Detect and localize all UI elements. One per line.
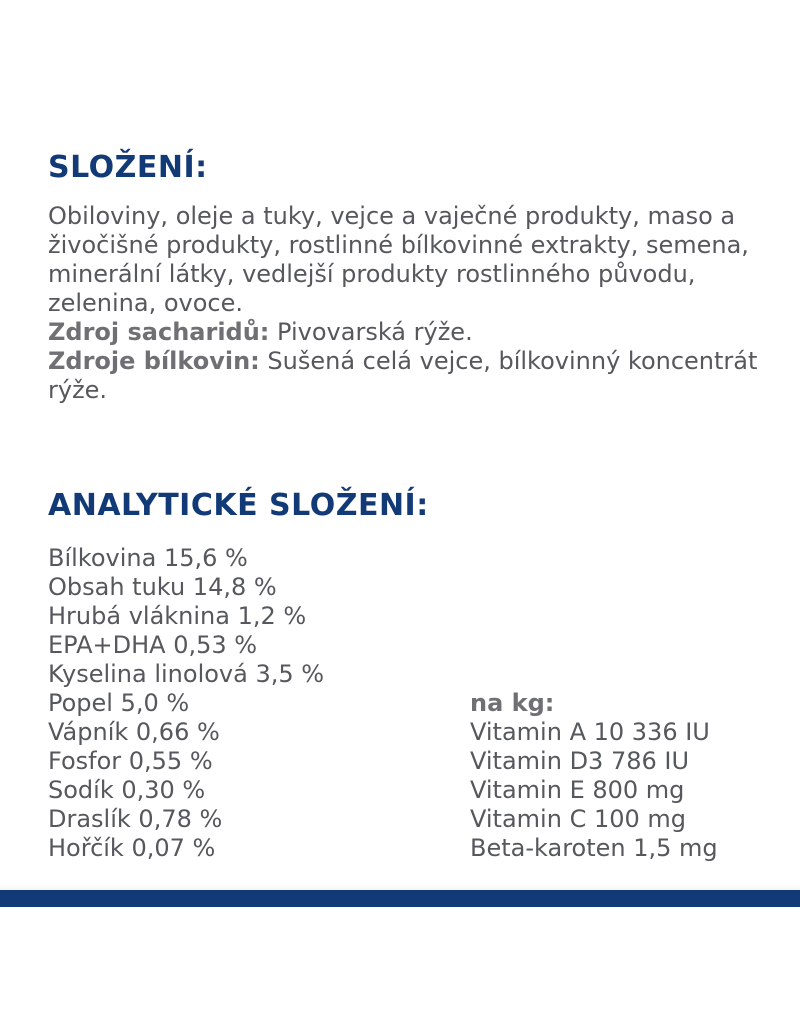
nutrient-item: Obsah tuku 14,8 % — [48, 573, 277, 601]
nutrient-item: Hořčík 0,07 % — [48, 834, 216, 862]
analysis-heading: ANALYTICKÉ SLOŽENÍ: — [48, 488, 429, 523]
per-kg-column — [470, 689, 780, 863]
nutrient-item: Vápník 0,66 % — [48, 718, 220, 746]
carb-source-value: Pivovarská rýže. — [277, 318, 473, 346]
nutrient-item: Kyselina linolová 3,5 % — [48, 660, 325, 688]
nutrient-item: Sodík 0,30 % — [48, 776, 206, 804]
composition-ingredients-text: Obiloviny, oleje a tuky, vejce a vaječné produkty, maso a živočišné produkty, rostlinné bílkovinné extrakty, semena, minerální látky, vedlejší produkty rostlinného původu, zelenina, ovoce. — [48, 202, 749, 317]
vitamin-item: Beta-karoten 1,5 mg — [470, 834, 718, 862]
composition-heading: SLOŽENÍ: — [48, 150, 208, 185]
nutrient-item: Draslík 0,78 % — [48, 805, 223, 833]
carb-source-label: Zdroj sacharidů: — [48, 318, 270, 346]
vitamin-item: Vitamin E 800 mg — [470, 776, 685, 804]
vitamin-item: Vitamin C 100 mg — [470, 805, 686, 833]
carb-source-line — [48, 318, 764, 347]
nutrient-item: Hrubá vláknina 1,2 % — [48, 602, 307, 630]
nutrient-item: Popel 5,0 % — [48, 689, 190, 717]
protein-source-label: Zdroje bílkovin: — [48, 347, 260, 375]
nutrient-item: Fosfor 0,55 % — [48, 747, 213, 775]
protein-source-value: Sušená celá vejce, bílkovinný koncentrát rýže. — [48, 347, 758, 404]
vitamin-list — [470, 718, 780, 863]
nutrient-item: EPA+DHA 0,53 % — [48, 631, 258, 659]
nutrient-item: Bílkovina 15,6 % — [48, 544, 248, 572]
vitamin-item: Vitamin D3 786 IU — [470, 747, 690, 775]
composition-text-block — [48, 202, 764, 405]
footer-divider-bar — [0, 890, 800, 907]
vitamin-item: Vitamin A 10 336 IU — [470, 718, 710, 746]
protein-source-line — [48, 347, 764, 405]
per-kg-label: na kg: — [470, 689, 555, 717]
nutrient-list — [48, 544, 448, 863]
